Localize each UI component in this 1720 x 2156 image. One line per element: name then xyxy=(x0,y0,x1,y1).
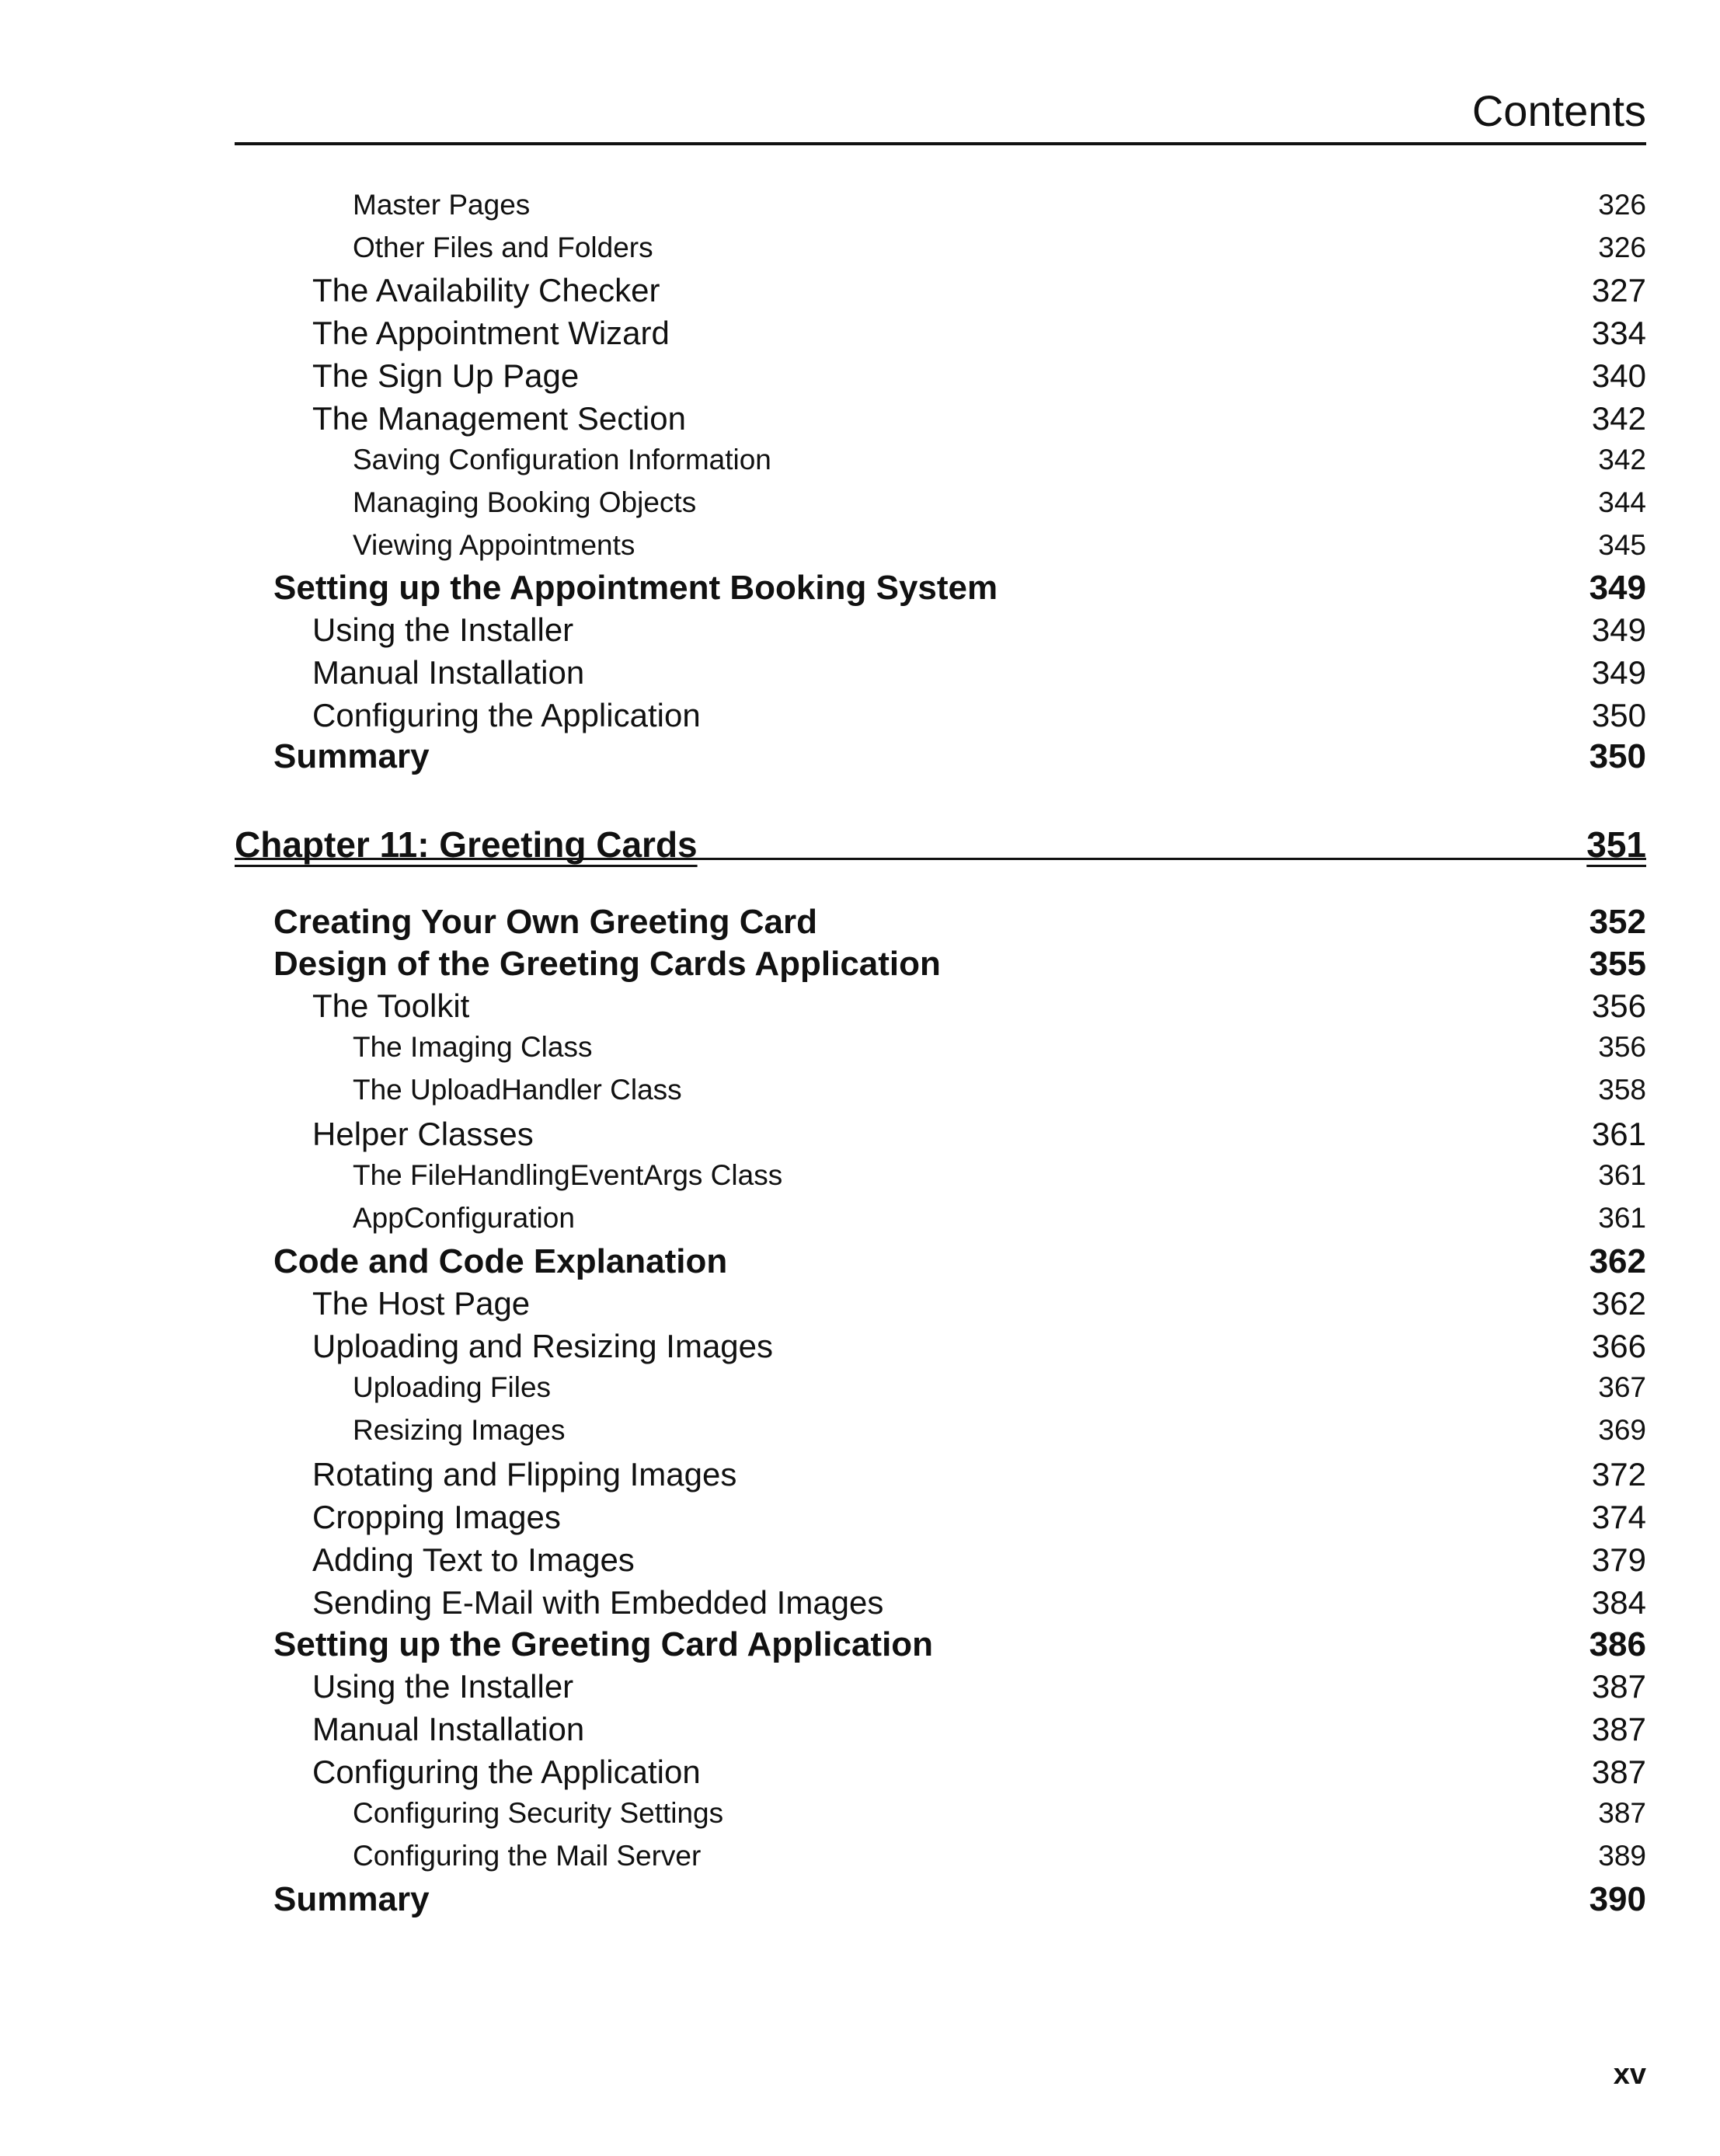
toc-section[interactable] xyxy=(235,1241,1646,1283)
toc-entry-page: 361 xyxy=(1598,1159,1646,1191)
toc-entry-title: Summary xyxy=(273,1880,430,1918)
toc-entry-page: 355 xyxy=(1589,945,1646,983)
toc-section[interactable] xyxy=(235,943,1646,985)
toc-entry-page: 379 xyxy=(1591,1541,1646,1578)
toc-entry-page: 361 xyxy=(1591,1116,1646,1152)
toc-entry-title: Adding Text to Images xyxy=(312,1541,635,1578)
toc-entry-page: 374 xyxy=(1591,1499,1646,1535)
toc-subsubsection[interactable] xyxy=(235,527,1646,564)
toc-entry-title: Chapter 11: Greeting Cards xyxy=(235,824,698,865)
toc-subsection[interactable] xyxy=(235,1709,1646,1750)
toc-section[interactable] xyxy=(235,1879,1646,1921)
toc-entry-title: Cropping Images xyxy=(312,1499,561,1535)
toc-subsection[interactable] xyxy=(235,1454,1646,1495)
toc-entry-page: 327 xyxy=(1591,272,1646,308)
toc-subsubsection[interactable] xyxy=(235,1369,1646,1406)
toc-entry-page: 350 xyxy=(1589,737,1646,775)
toc-chapter[interactable] xyxy=(235,822,1646,867)
toc-section[interactable] xyxy=(235,901,1646,943)
toc-subsubsection[interactable] xyxy=(235,1071,1646,1109)
toc-subsection[interactable] xyxy=(235,986,1646,1026)
page-header-title: Contents xyxy=(1471,86,1646,135)
toc-entry-title: Manual Installation xyxy=(312,654,585,691)
toc-entry-title: The Imaging Class xyxy=(353,1031,593,1063)
header-rule xyxy=(235,142,1646,145)
toc-entry-title: Configuring the Mail Server xyxy=(353,1840,702,1872)
toc-entry-title: Setting up the Appointment Booking System xyxy=(273,569,998,607)
toc-entry-page: 356 xyxy=(1591,987,1646,1024)
toc-entry-page: 349 xyxy=(1591,611,1646,648)
toc-subsubsection[interactable] xyxy=(235,186,1646,224)
toc-entry-page: 387 xyxy=(1598,1797,1646,1829)
toc-entry-page: 369 xyxy=(1598,1414,1646,1446)
toc-entry-title: Summary xyxy=(273,737,430,775)
toc-entry-title: Other Files and Folders xyxy=(353,232,653,263)
toc-entry-page: 345 xyxy=(1598,529,1646,561)
toc-section[interactable] xyxy=(235,736,1646,778)
toc-subsection[interactable] xyxy=(235,399,1646,439)
toc-subsection[interactable] xyxy=(235,1752,1646,1792)
toc-entry-page: 367 xyxy=(1598,1371,1646,1403)
toc-entry-title: Saving Configuration Information xyxy=(353,444,771,475)
toc-entry-page: 358 xyxy=(1598,1074,1646,1106)
toc-entry-page: 356 xyxy=(1598,1031,1646,1063)
toc-entry-title: The Sign Up Page xyxy=(312,357,580,394)
toc-entry-title: Helper Classes xyxy=(312,1116,534,1152)
toc-subsubsection[interactable] xyxy=(235,1837,1646,1875)
toc-entry-title: The Toolkit xyxy=(312,987,470,1024)
page-number: xv xyxy=(1613,2058,1646,2091)
toc-subsection[interactable] xyxy=(235,1283,1646,1324)
toc-entry-page: 342 xyxy=(1591,400,1646,437)
toc-entry-page: 366 xyxy=(1591,1328,1646,1364)
toc-entry-title: Setting up the Greeting Card Application xyxy=(273,1625,934,1663)
toc-subsection[interactable] xyxy=(235,1583,1646,1623)
toc-entry-title: Code and Code Explanation xyxy=(273,1242,728,1280)
toc-entry-title: Configuring the Application xyxy=(312,697,701,733)
toc-entry-title: Using the Installer xyxy=(312,1668,574,1705)
toc-entry-title: Uploading Files xyxy=(353,1371,552,1403)
toc-entry-page: 387 xyxy=(1591,1754,1646,1790)
toc-subsection[interactable] xyxy=(235,1497,1646,1538)
toc-subsection[interactable] xyxy=(235,1114,1646,1155)
toc-entry-title: The UploadHandler Class xyxy=(353,1074,682,1106)
toc-entry-page: 352 xyxy=(1589,903,1646,941)
toc-entry-title: The Availability Checker xyxy=(312,272,660,308)
toc-subsection[interactable] xyxy=(235,313,1646,354)
toc-entry-page: 340 xyxy=(1591,357,1646,394)
toc-entry-page: 334 xyxy=(1591,315,1646,351)
toc-entry-title: The Appointment Wizard xyxy=(312,315,670,351)
toc-subsection[interactable] xyxy=(235,1326,1646,1367)
toc-entry-page: 372 xyxy=(1591,1456,1646,1492)
toc-entry-page: 350 xyxy=(1591,697,1646,733)
toc-entry-title: Configuring the Application xyxy=(312,1754,701,1790)
toc-entry-title: Configuring Security Settings xyxy=(353,1797,724,1829)
toc-subsubsection[interactable] xyxy=(235,1157,1646,1194)
toc-entry-page: 326 xyxy=(1598,189,1646,221)
toc-entry-title: Resizing Images xyxy=(353,1414,566,1446)
chapter-rule xyxy=(235,858,1646,860)
toc-entry-page: 342 xyxy=(1598,444,1646,475)
toc-entry-title: The Host Page xyxy=(312,1285,531,1322)
toc-subsubsection[interactable] xyxy=(235,484,1646,521)
toc-subsection[interactable] xyxy=(235,270,1646,311)
toc-section[interactable] xyxy=(235,567,1646,609)
toc-entry-page: 362 xyxy=(1589,1242,1646,1280)
toc-subsection[interactable] xyxy=(235,356,1646,396)
toc-entry-title: AppConfiguration xyxy=(353,1202,575,1234)
toc-subsubsection[interactable] xyxy=(235,441,1646,479)
toc-entry-page: 387 xyxy=(1591,1711,1646,1747)
toc-entry-page: 384 xyxy=(1591,1584,1646,1621)
toc-entry-title: Rotating and Flipping Images xyxy=(312,1456,737,1492)
toc-entry-title: Viewing Appointments xyxy=(353,529,635,561)
toc-entry-page: 362 xyxy=(1591,1285,1646,1322)
toc-entry-page: 349 xyxy=(1589,569,1646,607)
toc-subsection[interactable] xyxy=(235,695,1646,736)
toc-entry-title: Creating Your Own Greeting Card xyxy=(273,903,818,941)
toc-entry-title: Using the Installer xyxy=(312,611,574,648)
toc-subsubsection[interactable] xyxy=(235,1200,1646,1237)
toc-entry-page: 386 xyxy=(1589,1625,1646,1663)
toc-subsection[interactable] xyxy=(235,653,1646,693)
toc-subsubsection[interactable] xyxy=(235,1795,1646,1832)
toc-subsection[interactable] xyxy=(235,1667,1646,1707)
toc-entry-title: Managing Booking Objects xyxy=(353,486,697,518)
toc-entry-page: 344 xyxy=(1598,486,1646,518)
toc-entry-page: 387 xyxy=(1591,1668,1646,1705)
toc-subsubsection[interactable] xyxy=(235,1412,1646,1449)
toc-entry-page: 361 xyxy=(1598,1202,1646,1234)
toc-entry-title: Design of the Greeting Cards Application xyxy=(273,945,941,983)
toc-entry-title: Uploading and Resizing Images xyxy=(312,1328,774,1364)
toc-entry-title: Sending E-Mail with Embedded Images xyxy=(312,1584,884,1621)
toc-subsection[interactable] xyxy=(235,610,1646,650)
toc-entry-title: The Management Section xyxy=(312,400,686,437)
toc-entry-title: Master Pages xyxy=(353,189,531,221)
toc-subsubsection[interactable] xyxy=(235,229,1646,266)
toc-subsection[interactable] xyxy=(235,1540,1646,1580)
toc-entry-page: 326 xyxy=(1598,232,1646,263)
toc-entry-page: 389 xyxy=(1598,1840,1646,1872)
toc-entry-title: The FileHandlingEventArgs Class xyxy=(353,1159,783,1191)
toc-entry-page: 349 xyxy=(1591,654,1646,691)
toc-section[interactable] xyxy=(235,1624,1646,1666)
toc-entry-title: Manual Installation xyxy=(312,1711,585,1747)
toc-entry-page: 390 xyxy=(1589,1880,1646,1918)
toc-subsubsection[interactable] xyxy=(235,1029,1646,1066)
toc-entry-page: 351 xyxy=(1586,824,1646,865)
